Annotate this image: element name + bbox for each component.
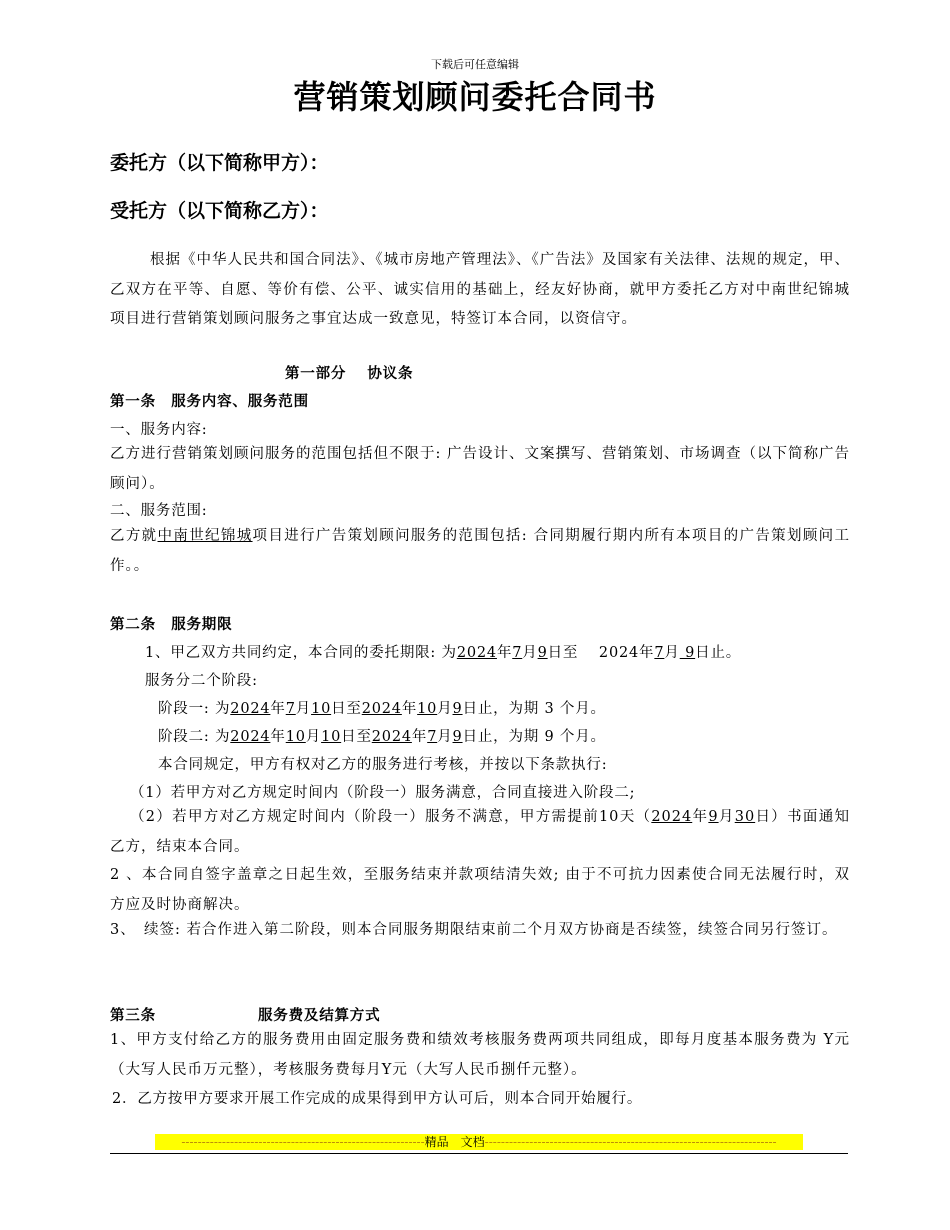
stage1-line: 阶段一: 为2024年7月10日至2024年10月9日止，为期 3 个月。	[158, 701, 606, 717]
article2-heading: 第二条 服务期限	[110, 617, 233, 633]
assessment-line: 本合同规定，甲方有权对乙方的服务进行考核，并按以下条款执行:	[158, 757, 608, 773]
condition-2: （2）若甲方对乙方规定时间内（阶段一）服务不满意，甲方需提前10天（2024年9月30日）书面通知乙方，结束本合同。	[110, 809, 851, 855]
fee-item-2: 2．乙方按甲方要求开展工作完成的成果得到甲方认可后，则本合同开始履行。	[112, 1091, 643, 1107]
intro-paragraph: 根据《中华人民共和国合同法》、《城市房地产管理法》、《广告法》及国家有关法律、法规的规定，甲、乙双方在平等、自愿、等价有偿、公平、诚实信用的基础上，经友好协商，就甲方委托乙方对中南世纪锦城项目进行营销策划顾问服务之事宜达成一致意见，特签订本合同，以资信守。	[110, 252, 850, 327]
service-content-text: 乙方进行营销策划顾问服务的范围包括但不限于: 广告设计、文案撰写、营销策划、市场调查（以下简称广告顾问）。	[110, 446, 850, 492]
article3-heading-title: 服务费及结算方式	[258, 1008, 381, 1024]
party-a-label: 委托方（以下简称甲方）：	[110, 152, 329, 174]
term-item-2: 2 、本合同自签字盖章之日起生效，至服务结束并款项结清失效; 由于不可抗力因素使合同无法履行时，双方应及时协商解决。	[110, 867, 850, 913]
document-title: 营销策划顾问委托合同书	[293, 78, 657, 116]
fee-item-1: 1、甲方支付给乙方的服务费用由固定服务费和绩效考核服务费两项共同组成，即每月度基本服务费为 Y元（大写人民币万元整），考核服务费每月Y元（大写人民币捌仟元整）。	[110, 1032, 850, 1078]
service-scope-text: 乙方就中南世纪锦城项目进行广告策划顾问服务的范围包括: 合同期履行期内所有本项目的广告策划顾问工作。。	[110, 528, 851, 574]
condition-1: （1）若甲方对乙方规定时间内（阶段一）服务满意，合同直接进入阶段二;	[130, 785, 636, 801]
footer-rule	[110, 1153, 848, 1154]
part1-heading: 第一部分 协议条	[285, 366, 414, 382]
service-content-label: 一、服务内容:	[110, 422, 208, 438]
article3-heading-number: 第三条	[110, 1008, 156, 1024]
term-item-3: 3、 续签: 若合作进入第二阶段，则本合同服务期限结束前二个月双方协商是否续签，续签合同另行签订。	[110, 922, 838, 938]
footer-banner: ------------------------------------------------------------精品 文档------------------------------------------------------------------------	[155, 1134, 803, 1150]
project-name: 中南世纪锦城	[157, 528, 253, 544]
party-b-label: 受托方（以下简称乙方）：	[110, 200, 329, 222]
term-line: 1、甲乙双方共同约定，本合同的委托期限: 为2024年7月9日至 2024年7月 9日止。	[145, 645, 742, 661]
header-note: 下载后可任意编辑	[431, 58, 519, 71]
article1-heading: 第一条 服务内容、服务范围	[110, 394, 309, 410]
stages-label: 服务分二个阶段:	[145, 673, 258, 689]
service-scope-label: 二、服务范围:	[110, 503, 208, 519]
stage2-line: 阶段二: 为2024年10月10日至2024年7月9日止，为期 9 个月。	[158, 729, 606, 745]
